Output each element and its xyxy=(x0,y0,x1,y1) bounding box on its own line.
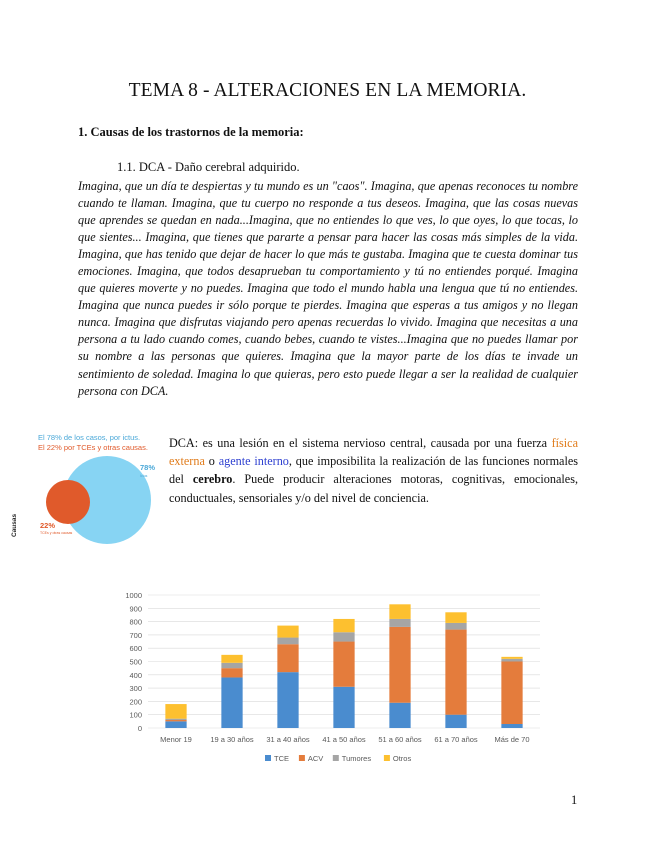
section-heading: 1. Causas de los trastornos de la memoria: xyxy=(78,125,304,139)
x-tick-label: 61 a 70 años xyxy=(434,735,478,744)
y-tick-label: 1000 xyxy=(125,591,142,600)
bar-segment xyxy=(277,644,298,672)
y-tick-label: 900 xyxy=(129,604,142,614)
bar-segment xyxy=(165,704,186,719)
bar-segment xyxy=(333,632,354,641)
bar-segment xyxy=(501,724,522,728)
age-cause-bar-chart xyxy=(100,583,550,773)
bar-segment xyxy=(445,715,466,728)
dca-cerebro: cerebro xyxy=(192,472,233,487)
y-tick-label: 0 xyxy=(137,724,142,733)
subsection-heading: 1.1. DCA - Daño cerebral adquirido. xyxy=(117,160,300,174)
bar-segment xyxy=(165,719,186,720)
bar-segment xyxy=(333,619,354,632)
bar-segment xyxy=(221,668,242,677)
x-tick-label: 31 a 40 años xyxy=(266,735,310,744)
causas-line2: El 22% por TCEs y otras causas. xyxy=(38,443,148,452)
legend-swatch xyxy=(384,755,390,761)
bar-segment xyxy=(389,703,410,728)
bar-segment xyxy=(445,630,466,715)
legend-label: TCE xyxy=(274,754,289,763)
bar-segment xyxy=(445,612,466,623)
y-tick-label: 600 xyxy=(129,644,142,654)
legend-swatch xyxy=(265,755,271,761)
causas-small-circle xyxy=(46,480,90,524)
bar-segment xyxy=(221,655,242,663)
y-tick-label: 200 xyxy=(129,697,142,707)
y-tick-label: 500 xyxy=(129,657,142,667)
bar-segment xyxy=(389,627,410,703)
y-tick-label: 400 xyxy=(129,670,142,680)
legend-label: Otros xyxy=(392,754,412,763)
bar-segment xyxy=(501,659,522,662)
causas-side-label: Causas xyxy=(11,513,18,537)
page-number: 1 xyxy=(571,793,578,807)
bar-segment xyxy=(389,619,410,627)
dca-text-2: o xyxy=(204,454,219,469)
bar-segment xyxy=(501,662,522,725)
bar-segment xyxy=(277,626,298,638)
x-tick-label: Menor 19 xyxy=(160,735,192,744)
bar-segment xyxy=(277,672,298,728)
causas-pct-big: 78% xyxy=(140,463,156,472)
x-tick-label: 41 a 50 años xyxy=(322,735,366,744)
bar-segment xyxy=(165,720,186,721)
causas-big-caption: Ictus xyxy=(140,474,148,478)
bar-segment xyxy=(389,604,410,619)
bar-segment xyxy=(277,638,298,645)
legend-label: ACV xyxy=(307,754,324,763)
intro-paragraph: Imagina, que un día te despiertas y tu mundo es un "caos". Imagina, que apenas reconoces tu nombre cuando te llaman. Imagina, que tu cuerpo no responde a tus deseos. Imagina, que las cosas nuevas que aprendes se quedan en nada...Imagina, que no entiendes lo que ves, lo que oyes, lo que tocas, lo que sientes... Imagina, que tienes que pararte a pensar para hacer las cosas más simples de la vida. Imagina, que has tenido que dejar de hacer lo que más te gustaba. Imagina que te cuesta dominar tus emociones. Imagina, que todos desaprueban tu comportamiento y tú no entiendes porqué. Imagina que quieres moverte y no puedes. Imagina que todo el mundo habla una lengua que tú no entiendes. Imagina que nunca puedes ir sólo porque te pierdes. Imagina que esperas a tus amigos y no llegan nunca. Imagina que disfrutas viajando pero apenas recuerdas lo vivido. Imagina que necesitas a una persona a tu lado cuando comes, cuando bebes, cuando te vistes...Imagina que no puedes llamar por su nombre a las personas que quieres. Imagina que la mayor parte de los días te invade un sentimiento de soledad. Imagina lo que quieras, pero esto puede llegar a ser la realidad de cualquier persona con DCA. xyxy=(78,179,578,398)
causas-line1: El 78% de los casos, por ictus. xyxy=(38,433,141,442)
bar-segment xyxy=(501,657,522,659)
bar-segment xyxy=(221,663,242,668)
dca-agente-interno: agente interno xyxy=(218,454,289,469)
legend-swatch xyxy=(333,755,339,761)
bar-segment xyxy=(445,623,466,630)
dca-text-3: , que imposibilita la realización de las funciones normales del xyxy=(169,454,579,487)
legend-label: Tumores xyxy=(341,754,372,763)
legend-swatch xyxy=(299,755,305,761)
page-title: TEMA 8 - ALTERACIONES EN LA MEMORIA. xyxy=(128,80,527,101)
y-tick-label: 800 xyxy=(129,617,142,627)
y-tick-label: 100 xyxy=(129,710,142,720)
bar-segment xyxy=(165,721,186,728)
dca-fisica-externa: física externa xyxy=(169,436,578,469)
causas-small-caption: TCEs y otras causas xyxy=(40,531,73,535)
bar-segment xyxy=(221,677,242,728)
dca-text-1: DCA: es una lesión en el sistema nervioso central, causada por una fuerza xyxy=(169,436,552,450)
bar-segment xyxy=(333,687,354,728)
bar-segment xyxy=(333,642,354,687)
y-tick-label: 300 xyxy=(129,684,142,694)
dca-text-4: . Puede producir alteraciones motoras, cognitivas, emocionales, conductuales, sensoriales y/o del nivel de conciencia. xyxy=(169,472,578,505)
dca-paragraph xyxy=(169,434,578,507)
x-tick-label: 51 a 60 años xyxy=(378,735,422,744)
y-tick-label: 700 xyxy=(129,630,142,640)
x-tick-label: Más de 70 xyxy=(494,735,530,744)
causas-figure xyxy=(10,430,170,545)
causas-pct-small: 22% xyxy=(40,521,56,530)
x-tick-label: 19 a 30 años xyxy=(210,735,254,744)
